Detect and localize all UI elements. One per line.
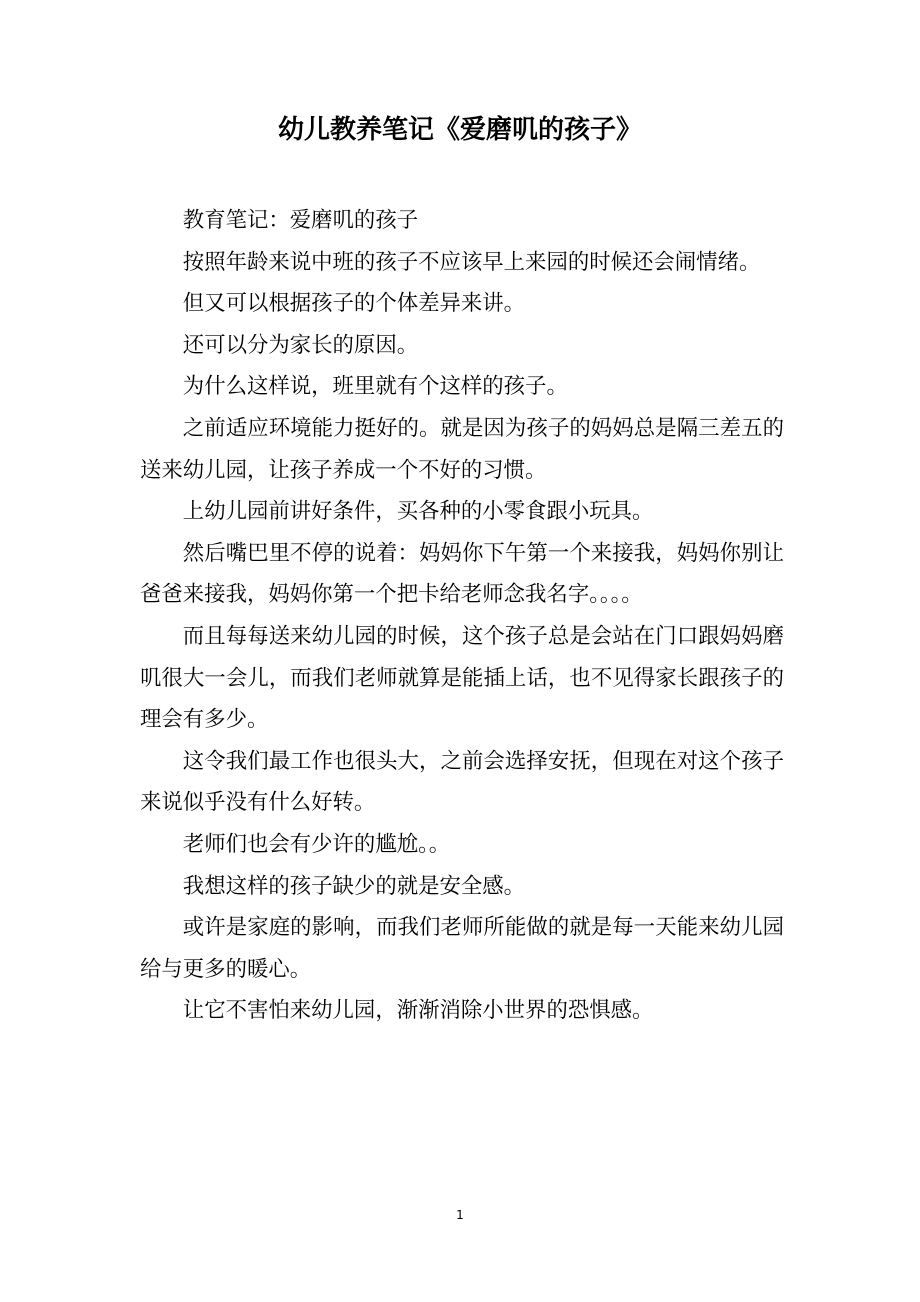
paragraph: 或许是家庭的影响，而我们老师所能做的就是每一天能来幼儿园给与更多的暖心。 [140,915,784,982]
paragraph: 教育笔记：爱磨叽的孩子 [182,208,419,233]
paragraph: 为什么这样说，班里就有个这样的孩子。 [182,374,568,400]
paragraph: 这令我们最工作也很头大，之前会选择安抚，但现在对这个孩子来说似乎没有什么好转。 [140,748,784,816]
paragraph: 之前适应环境能力挺好的。就是因为孩子的妈妈总是隔三差五的送来幼儿园，让孩子养成一个不好的习惯。 [140,415,784,483]
paragraph: 按照年龄来说中班的孩子不应该早上来园的时候还会闹情绪。 [182,249,761,275]
document-title: 幼儿教养笔记《爱磨叽的孩子》 [277,115,642,145]
document-body [140,200,784,1032]
paragraph: 老师们也会有少许的尴尬。。 [182,831,451,857]
paragraph: 我想这样的孩子缺少的就是安全感。 [182,873,526,899]
page-number: 1 [456,1208,464,1222]
paragraph: 而且每每送来幼儿园的时候，这个孩子总是会站在门口跟妈妈磨叽很大一会儿，而我们老师就算是能插上话，也不见得家长跟孩子的理会有多少。 [140,623,784,733]
paragraph: 让它不害怕来幼儿园，渐渐消除小世界的恐惧感。 [182,998,654,1024]
paragraph: 还可以分为家长的原因。 [182,332,419,358]
paragraph: 然后嘴巴里不停的说着：妈妈你下午第一个来接我，妈妈你别让爸爸来接我，妈妈你第一个把卡给老师念我名字。。。。 [140,540,784,608]
paragraph: 上幼儿园前讲好条件，买各种的小零食跟小玩具。 [182,499,654,525]
paragraph: 但又可以根据孩子的个体差异来讲。 [182,291,526,317]
